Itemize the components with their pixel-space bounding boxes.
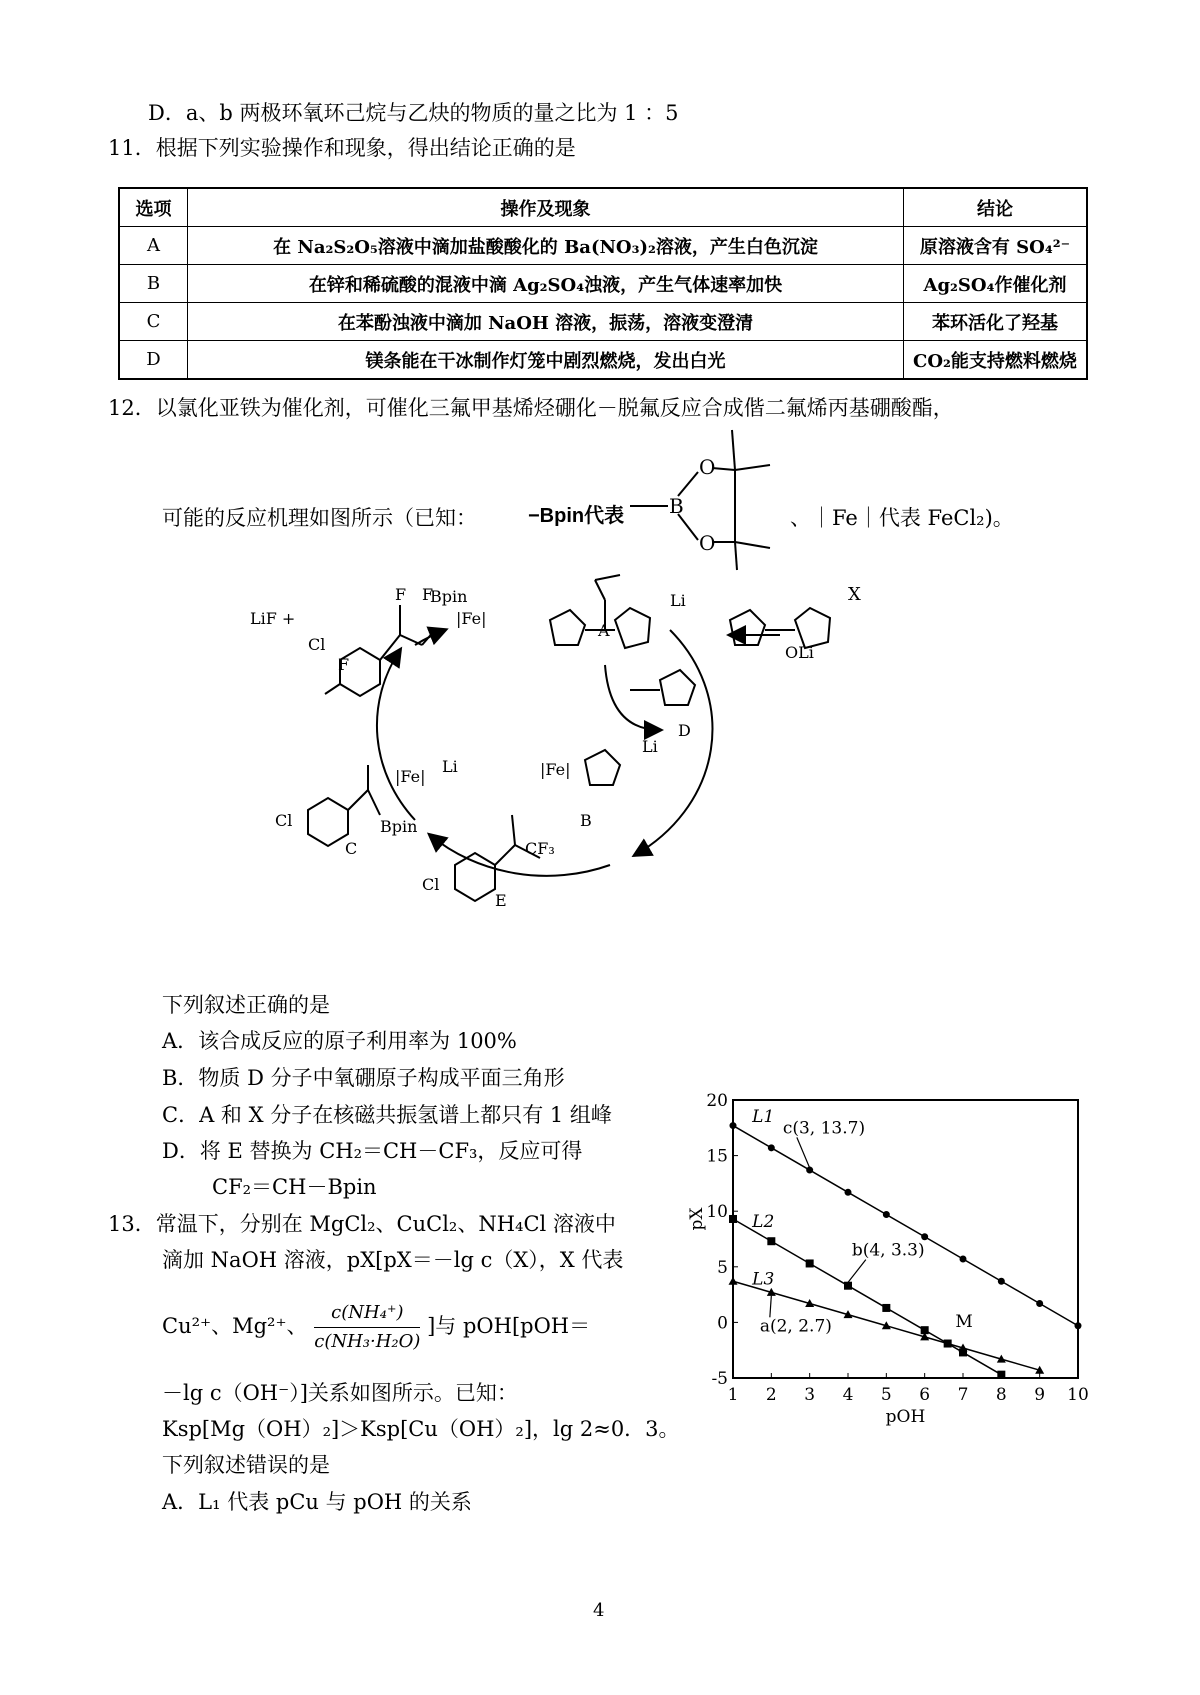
bpin-label: −Bpin代表 (528, 505, 625, 527)
series-label-l2: L2 (752, 1211, 775, 1232)
cl-label-c: Cl (275, 811, 293, 830)
bpin-c: Bpin (380, 817, 418, 836)
q12-line2-b: 、｜Fe｜代表 FeCl₂)。 (790, 506, 1014, 530)
fe-label-top: |Fe| (456, 609, 487, 628)
bpin-text: Bpin (430, 587, 468, 606)
table-row (119, 227, 1087, 265)
y-tick-label: 15 (706, 1146, 728, 1167)
point-l1 (998, 1278, 1005, 1285)
cf3-label: CF₃ (525, 839, 555, 858)
f-atom: F (422, 585, 434, 604)
series-label-l3: L3 (752, 1269, 775, 1290)
q13-line3 (162, 1298, 590, 1354)
annotation-label: c(3, 13.7) (782, 1118, 866, 1139)
table-cell-operation: 在 Na₂S₂O₅溶液中滴加盐酸酸化的 Ba(NO₃)₂溶液，产生白色沉淀 (188, 227, 904, 265)
cl-label-e: Cl (422, 875, 440, 894)
page-number: 4 (593, 1600, 605, 1621)
y-tick-label: 5 (717, 1257, 728, 1278)
q10-option-d: D．a、b 两极环氧环己烷与乙炔的物质的量之比为 1 ：5 (148, 101, 679, 125)
li-label-a: Li (670, 591, 686, 610)
q13-option-a: A．L₁ 代表 pCu 与 pOH 的关系 (162, 1490, 472, 1514)
q12-option-b: B．物质 D 分子中氧硼原子构成平面三角形 (162, 1066, 565, 1090)
point-l1 (960, 1256, 967, 1263)
table-cell-conclusion: Ag₂SO₄作催化剂 (904, 265, 1088, 303)
table-cell-conclusion: 原溶液含有 SO₄²⁻ (904, 227, 1088, 265)
svg-text:O: O (699, 455, 716, 479)
table-header-option: 选项 (119, 188, 188, 227)
cl-label-f: Cl (308, 635, 326, 654)
q12-line2-a: 可能的反应机理如图所示（已知： (162, 506, 477, 530)
x-tick-label: 7 (957, 1385, 969, 1405)
point-l1 (1075, 1322, 1082, 1329)
y-tick-label: 0 (717, 1313, 728, 1334)
table-cell-operation: 在锌和稀硫酸的混液中滴 Ag₂SO₄浊液，产生气体速率加快 (188, 265, 904, 303)
table-row (119, 303, 1087, 341)
table-cell-conclusion: 苯环活化了羟基 (904, 303, 1088, 341)
point-l2 (806, 1259, 814, 1267)
label-a: A (598, 621, 610, 640)
point-l1 (845, 1189, 852, 1196)
q13-line5: Ksp[Mg（OH）₂]＞Ksp[Cu（OH）₂]，lg 2≈0．3。 (162, 1417, 680, 1441)
table-cell-option: C (119, 303, 188, 341)
q13-line2: 滴加 NaOH 溶液，pX[pX＝－lg c（X），X 代表 (162, 1248, 624, 1272)
q13-line6: 下列叙述错误的是 (162, 1453, 330, 1477)
px-poh-chart (687, 1085, 1110, 1435)
q12-option-a: A．该合成反应的原子利用率为 100% (162, 1029, 517, 1053)
x-tick-label: 1 (727, 1385, 739, 1405)
point-l1 (883, 1211, 890, 1218)
annotation-label: M (955, 1311, 973, 1332)
label-b: B (580, 811, 592, 830)
li-label-c: Li (442, 757, 458, 776)
x-tick-label: 8 (995, 1385, 1007, 1405)
y-tick-label: 10 (706, 1202, 728, 1223)
f-atom: F (395, 585, 407, 604)
q12-ask: 下列叙述正确的是 (162, 993, 330, 1017)
x-tick-label: 9 (1034, 1385, 1046, 1405)
svg-text:O: O (699, 531, 716, 555)
fe-label-b: |Fe| (540, 760, 571, 779)
table-header-conclusion: 结论 (904, 188, 1088, 227)
plot-frame (733, 1100, 1078, 1378)
x-tick-label: 5 (880, 1385, 892, 1405)
table-row (119, 341, 1087, 380)
x-tick-label: 2 (765, 1385, 777, 1405)
label-c: C (345, 839, 358, 858)
svg-text:B: B (669, 494, 684, 518)
table-cell-conclusion: CO₂能支持燃料燃烧 (904, 341, 1088, 380)
q11-stem: 11．根据下列实验操作和现象，得出结论正确的是 (108, 136, 576, 160)
label-e: E (495, 891, 507, 910)
table-cell-operation: 在苯酚浊液中滴加 NaOH 溶液，振荡，溶液变澄清 (188, 303, 904, 341)
point-l2 (729, 1215, 737, 1223)
bpin-structure (620, 430, 780, 570)
label-x: X (848, 584, 861, 605)
point-l2 (767, 1237, 775, 1245)
q11-table (118, 187, 1088, 380)
point-l2 (844, 1282, 852, 1290)
li-label-b: Li (642, 737, 658, 756)
q12-option-d-cont: CF₂＝CH－Bpin (212, 1175, 377, 1199)
point-l1 (1036, 1300, 1043, 1307)
y-tick-label: 20 (706, 1091, 728, 1111)
reaction-mechanism-diagram (250, 570, 950, 990)
annotation-label: b(4, 3.3) (851, 1240, 925, 1261)
lif-label: LiF + (250, 609, 296, 628)
table-row (119, 265, 1087, 303)
table-cell-operation: 镁条能在干冰制作灯笼中剧烈燃烧，发出白光 (188, 341, 904, 380)
q13-line4: －lg c（OH⁻）]关系如图所示。已知： (162, 1381, 518, 1405)
x-tick-label: 10 (1067, 1385, 1089, 1405)
x-axis-label: pOH (885, 1407, 926, 1427)
y-axis-label: pX (687, 1207, 707, 1231)
table-header-row (119, 188, 1087, 227)
point-l3 (729, 1277, 738, 1285)
q12-option-d: D．将 E 替换为 CH₂＝CH－CF₃，反应可得 (162, 1139, 583, 1163)
table-header-operation: 操作及现象 (188, 188, 904, 227)
fraction-numerator: c(NH₄⁺) (314, 1301, 420, 1328)
table-cell-option: A (119, 227, 188, 265)
series-label-l1: L1 (752, 1107, 775, 1128)
ratio-fraction (314, 1301, 420, 1354)
x-tick-label: 3 (804, 1385, 816, 1405)
fraction-denominator: c(NH₃·H₂O) (314, 1331, 421, 1352)
x-tick-label: 6 (919, 1385, 931, 1405)
point-l2 (882, 1304, 890, 1312)
point-l2 (997, 1371, 1005, 1379)
point-l1 (921, 1233, 928, 1240)
oli-label: OLi (785, 643, 814, 662)
point-l1 (768, 1144, 775, 1151)
annotation-arrow (770, 1296, 772, 1318)
fe-label-c: |Fe| (395, 767, 426, 786)
x-tick-label: 4 (842, 1385, 854, 1405)
q13-line1: 13．常温下，分别在 MgCl₂、CuCl₂、NH₄Cl 溶液中 (108, 1212, 616, 1236)
y-tick-label: -5 (711, 1369, 728, 1389)
q13-line3-a: Cu²⁺、Mg²⁺、 (162, 1314, 308, 1338)
annotation-arrow (848, 1260, 866, 1283)
q12-option-c: C．A 和 X 分子在核磁共振氢谱上都只有 1 组峰 (162, 1103, 612, 1127)
q12-stem: 12．以氯化亚铁为催化剂，可催化三氟甲基烯烃硼化－脱氟反应合成偕二氟烯丙基硼酸酯， (108, 396, 954, 420)
point-l1 (730, 1122, 737, 1129)
q13-line3-b: ]与 pOH[pOH＝ (427, 1314, 591, 1338)
table-cell-option: B (119, 265, 188, 303)
annotation-label: a(2, 2.7) (759, 1316, 832, 1337)
label-d: D (678, 721, 691, 740)
table-cell-option: D (119, 341, 188, 380)
label-f: F (338, 655, 350, 674)
